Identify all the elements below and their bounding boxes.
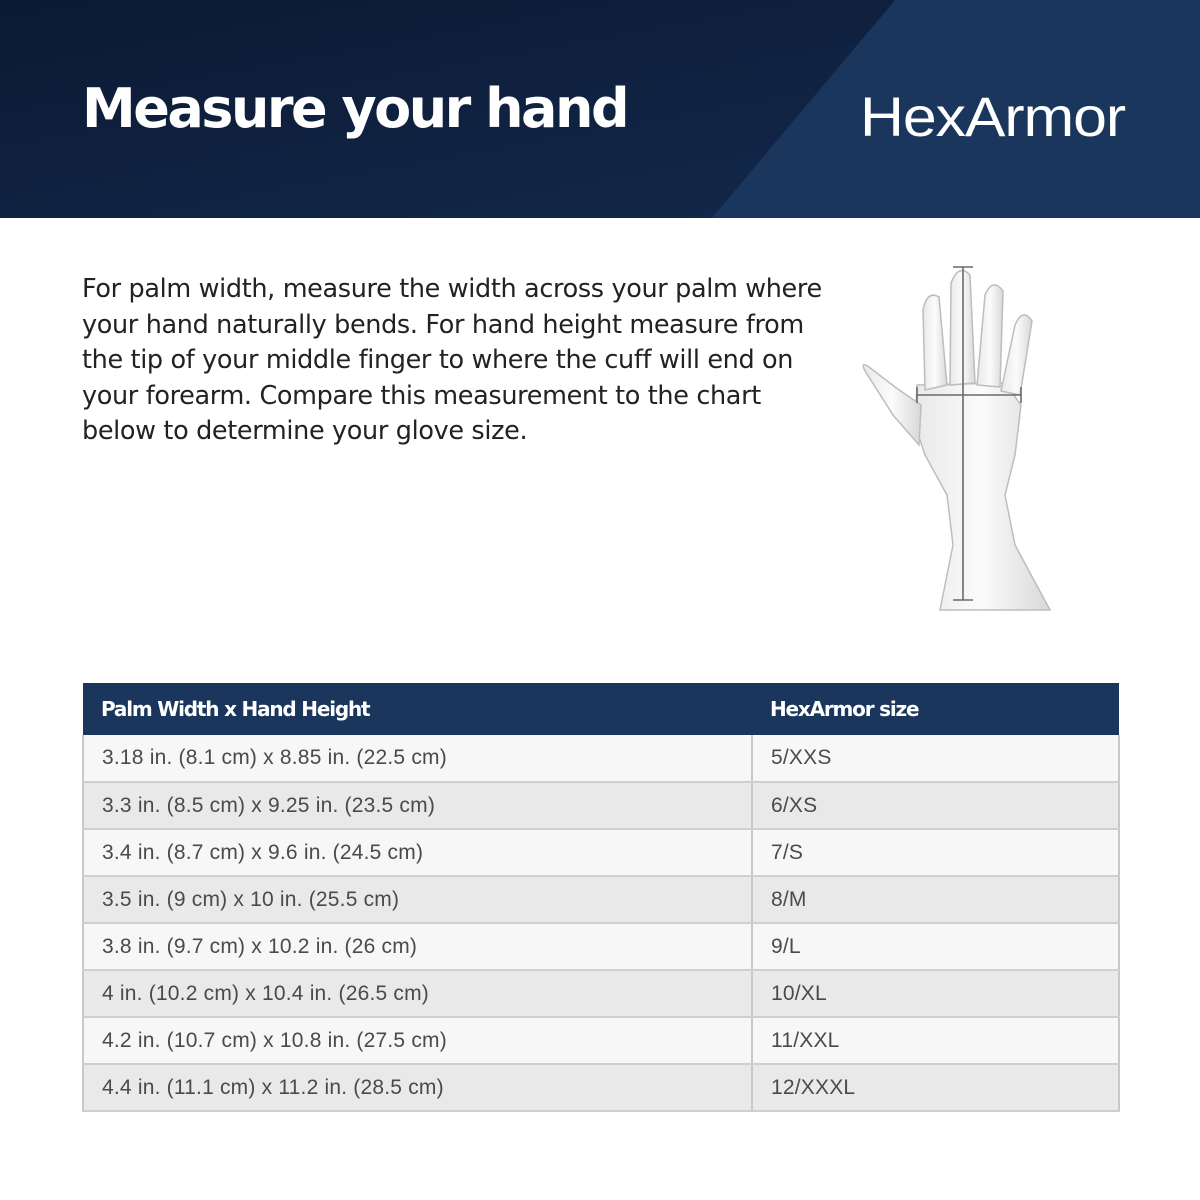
header-banner (0, 0, 1200, 218)
table-row (83, 735, 1119, 782)
measurement-instructions: For palm width, measure the width across your palm where your hand naturally bends. For hand height measure from the tip of your middle finger to where the cuff will end on your forearm. Compare this measurement to the chart below to determine your glove size. (82, 274, 822, 446)
measurement-cell: 3.8 in. (9.7 cm) x 10.2 in. (26 cm) (83, 923, 752, 970)
column-header-size: HexArmor size (770, 697, 919, 721)
measurement-cell: 3.4 in. (8.7 cm) x 9.6 in. (24.5 cm) (83, 829, 752, 876)
measurement-cell: 4 in. (10.2 cm) x 10.4 in. (26.5 cm) (83, 970, 752, 1017)
table-row (83, 876, 1119, 923)
measurement-cell: 4.4 in. (11.1 cm) x 11.2 in. (28.5 cm) (83, 1064, 752, 1111)
size-chart-table (82, 683, 1120, 1112)
measurement-cell: 4.2 in. (10.7 cm) x 10.8 in. (27.5 cm) (83, 1017, 752, 1064)
size-cell: 10/XL (752, 970, 1119, 1017)
size-cell: 5/XXS (752, 735, 1119, 782)
column-header-measurement: Palm Width x Hand Height (101, 697, 370, 721)
size-cell: 11/XXL (752, 1017, 1119, 1064)
table-header-row (83, 683, 1119, 735)
size-cell: 12/XXXL (752, 1064, 1119, 1111)
size-cell: 8/M (752, 876, 1119, 923)
table-row (83, 970, 1119, 1017)
size-cell: 7/S (752, 829, 1119, 876)
logo-text: HexArmor (860, 85, 1126, 148)
size-cell: 6/XS (752, 782, 1119, 829)
table-row (83, 782, 1119, 829)
hexarmor-logo (860, 84, 1130, 154)
size-cell: 9/L (752, 923, 1119, 970)
measurement-cell: 3.5 in. (9 cm) x 10 in. (25.5 cm) (83, 876, 752, 923)
table-row (83, 1017, 1119, 1064)
table-row (83, 829, 1119, 876)
measurement-cell: 3.18 in. (8.1 cm) x 8.85 in. (22.5 cm) (83, 735, 752, 782)
table-row (83, 1064, 1119, 1111)
measurement-cell: 3.3 in. (8.5 cm) x 9.25 in. (23.5 cm) (83, 782, 752, 829)
page-title: Measure your hand (82, 77, 628, 140)
hand-measurement-icon (855, 255, 1070, 620)
table-row (83, 923, 1119, 970)
